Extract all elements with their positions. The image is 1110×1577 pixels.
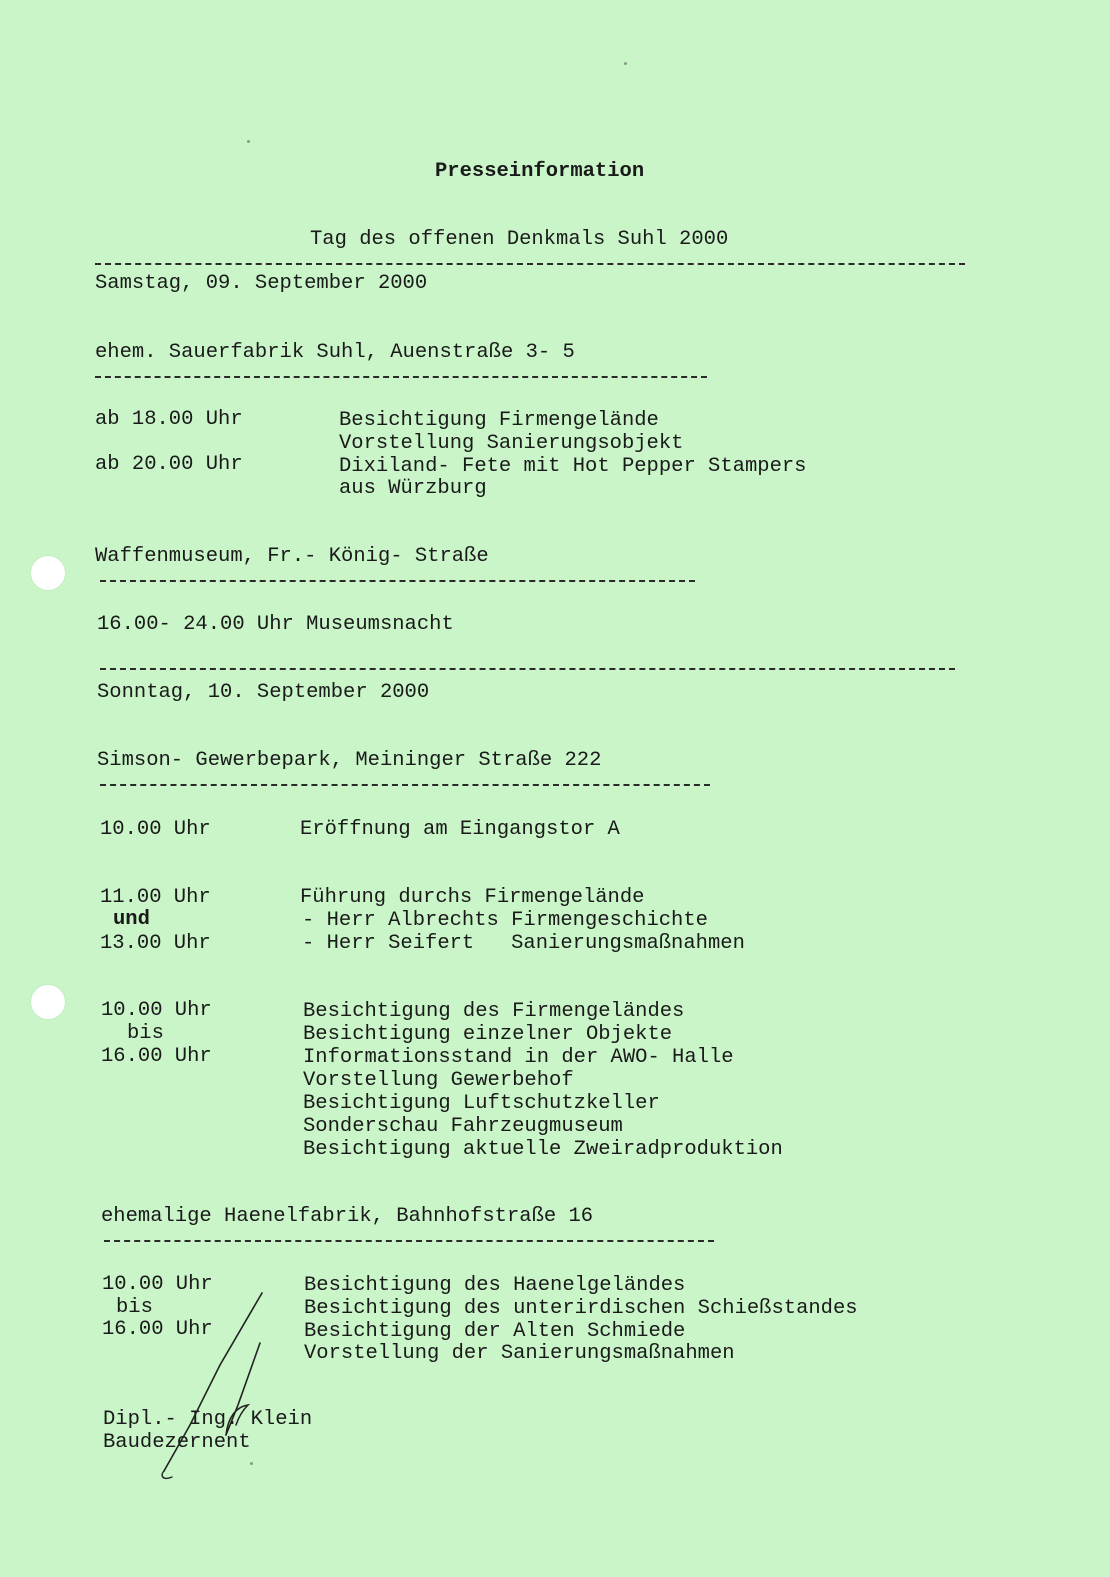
schedule-item: Besichtigung des Firmengeländes (303, 1000, 685, 1023)
schedule-connector: und (113, 908, 150, 931)
schedule-item: Vorstellung Gewerbehof (303, 1069, 574, 1092)
schedule-time: 11.00 Uhr (100, 886, 211, 909)
event-subtitle: Tag des offenen Denkmals Suhl 2000 (310, 228, 729, 251)
handwritten-signature (150, 1285, 280, 1485)
schedule-item: Besichtigung einzelner Objekte (303, 1023, 673, 1046)
schedule-time: 10.00 Uhr (101, 999, 212, 1022)
schedule-item: - Herr Seifert Sanierungsmaßnahmen (302, 932, 745, 955)
venue-underline (95, 376, 707, 378)
schedule-line: 16.00- 24.00 Uhr Museumsnacht (97, 613, 454, 636)
schedule-connector: bis (127, 1022, 164, 1045)
venue-heading: ehemalige Haenelfabrik, Bahnhofstraße 16 (101, 1205, 594, 1228)
signatory-name: Dipl.- Ing. Klein (103, 1408, 313, 1431)
schedule-item: Besichtigung Luftschutzkeller (303, 1092, 660, 1115)
day2-date: Sonntag, 10. September 2000 (97, 681, 430, 704)
punch-hole-bottom (31, 985, 65, 1019)
schedule-item: Besichtigung des Haenelgeländes (304, 1274, 686, 1297)
schedule-item: Besichtigung Firmengelände (339, 409, 659, 432)
day1-date: Samstag, 09. September 2000 (95, 272, 428, 295)
schedule-time: ab 20.00 Uhr (95, 453, 243, 476)
schedule-item: Sonderschau Fahrzeugmuseum (303, 1115, 623, 1138)
venue-heading: Simson- Gewerbepark, Meininger Straße 222 (97, 749, 602, 772)
paper-speck (624, 62, 627, 65)
signatory-title: Baudezernent (103, 1431, 251, 1454)
venue-underline (104, 1240, 714, 1242)
venue-underline (100, 784, 710, 786)
schedule-item: Besichtigung des unterirdischen Schießstandes (304, 1297, 858, 1320)
schedule-item: Dixiland- Fete mit Hot Pepper Stampers (339, 455, 807, 478)
schedule-time: 16.00 Uhr (102, 1318, 213, 1341)
schedule-item: aus Würzburg (339, 477, 487, 500)
schedule-item: Eröffnung am Eingangstor A (300, 818, 620, 841)
venue-underline (100, 580, 695, 582)
schedule-item: Besichtigung der Alten Schmiede (304, 1320, 686, 1343)
venue-heading: Waffenmuseum, Fr.- König- Straße (95, 545, 489, 568)
schedule-item: Besichtigung aktuelle Zweiradproduktion (303, 1138, 783, 1161)
divider (95, 263, 965, 265)
schedule-time: ab 18.00 Uhr (95, 408, 243, 431)
schedule-connector: bis (116, 1296, 153, 1319)
schedule-time: 13.00 Uhr (100, 932, 211, 955)
venue-heading: ehem. Sauerfabrik Suhl, Auenstraße 3- 5 (95, 341, 575, 364)
schedule-item: - Herr Albrechts Firmengeschichte (302, 909, 708, 932)
paper-speck (247, 140, 250, 143)
schedule-time: 10.00 Uhr (100, 818, 211, 841)
schedule-time: 10.00 Uhr (102, 1273, 213, 1296)
punch-hole-top (31, 556, 65, 590)
schedule-time: 16.00 Uhr (101, 1045, 212, 1068)
schedule-item: Vorstellung Sanierungsobjekt (339, 432, 684, 455)
schedule-item: Vorstellung der Sanierungsmaßnahmen (304, 1342, 735, 1365)
schedule-item: Führung durchs Firmengelände (300, 886, 645, 909)
schedule-item: Informationsstand in der AWO- Halle (303, 1046, 734, 1069)
divider (100, 668, 955, 670)
page-title: Presseinformation (435, 160, 645, 183)
